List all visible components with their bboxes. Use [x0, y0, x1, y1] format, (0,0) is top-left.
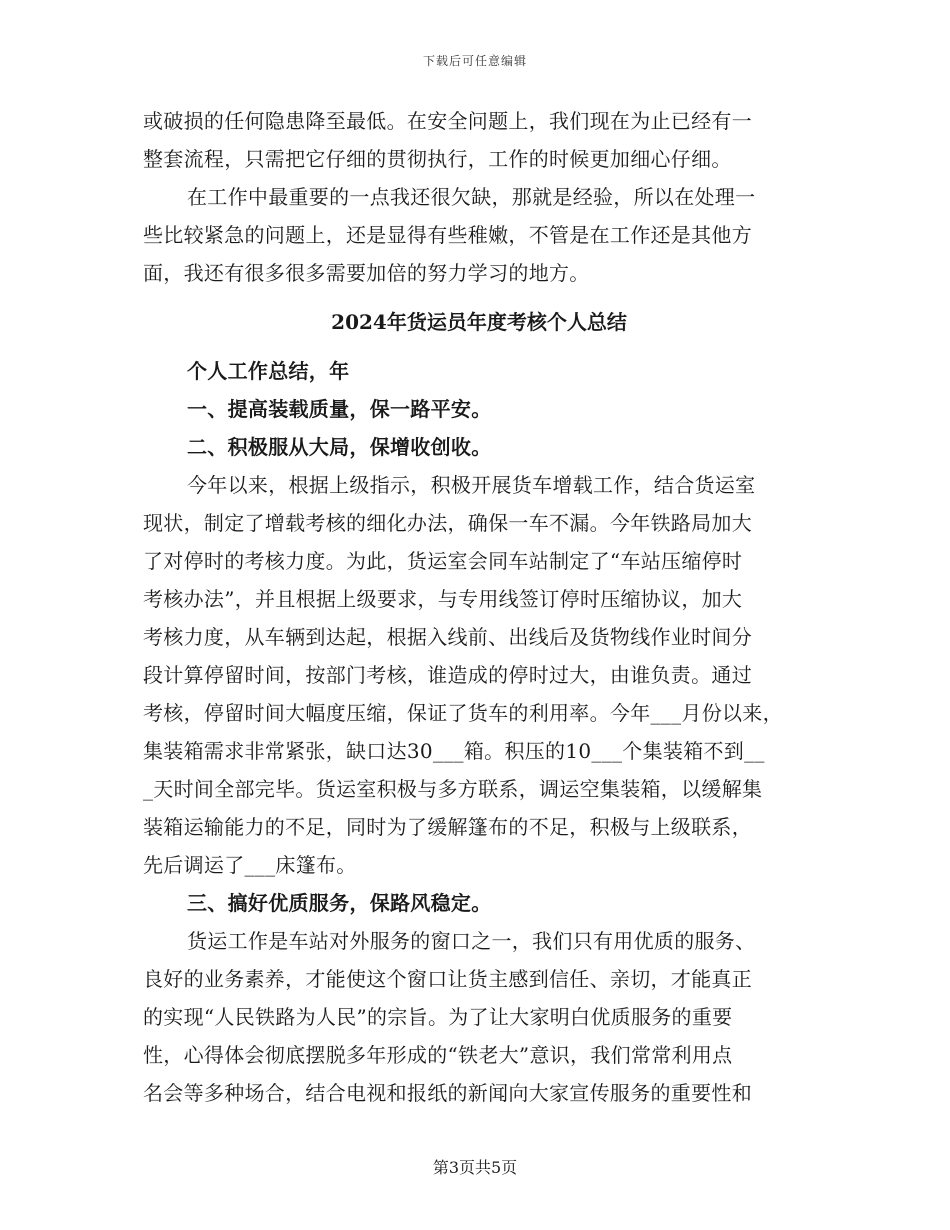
text-line: 面，我还有很多很多需要加倍的努力学习的地方。 [143, 261, 590, 285]
spacer [143, 292, 815, 302]
text-line: 的实现“人民铁路为人民”的宗旨。为了让大家明白优质服务的重要 [143, 1005, 733, 1029]
text-line: 考核力度，从车辆到达起，根据入线前、出线后及货物线作业时间分 [143, 625, 752, 649]
paragraph-block-intro [143, 102, 815, 292]
text-line: 名会等多种场合，结合电视和报纸的新闻向大家宣传服务的重要性和 [143, 1081, 752, 1105]
page-footer: 第3页共5页 [432, 1158, 518, 1177]
section-heading-line: 一、提高装载质量，保一路平安。 [187, 397, 492, 421]
text-line: 了对停时的考核力度。为此，货运室会同车站制定了“车站压缩停时 [143, 549, 743, 573]
text-line: 考核办法”，并且根据上级要求，与专用线签订停时压缩协议，加大 [143, 587, 743, 611]
section-heading-line: 二、积极服从大局，保增收创收。 [187, 435, 492, 459]
text-line: 集装箱需求非常紧张，缺口达30___箱。积压的10___个集装箱不到__ [143, 739, 765, 763]
text-line: 货运工作是车站对外服务的窗口之一，我们只有用优质的服务、 [187, 929, 756, 953]
section-title: 2024年货运员年度考核个人总结 [331, 310, 627, 334]
text-line: 或破损的任何隐患降至最低。在安全问题上，我们现在为止已经有一 [143, 109, 752, 133]
text-line: 良好的业务素养，才能使这个窗口让货主感到信任、亲切，才能真正 [143, 967, 752, 991]
page-header: 下载后可任意编辑 [422, 54, 527, 68]
spacer [143, 342, 815, 352]
text-line: 整套流程，只需把它仔细的贯彻执行，工作的时候更加细心仔细。 [143, 147, 732, 171]
document-body [143, 102, 815, 1112]
text-line: 今年以来，根据上级指示，积极开展货车增载工作，结合货运室 [187, 473, 756, 497]
text-line: 装箱运输能力的不足，同时为了缓解篷布的不足，积极与上级联系， [143, 815, 752, 839]
text-line: _天时间全部完毕。货运室积极与多方联系，调运空集装箱，以缓解集 [143, 777, 763, 801]
text-line: 现状，制定了增载考核的细化办法，确保一车不漏。今年铁路局加大 [143, 511, 752, 535]
text-line: 先后调运了___床篷布。 [143, 853, 357, 877]
paragraph-block-summary [143, 352, 815, 1112]
text-line: 性，心得体会彻底摆脱多年形成的“铁老大”意识，我们常常利用点 [143, 1043, 733, 1067]
text-line: 考核，停留时间大幅度压缩，保证了货车的利用率。今年___月份以来， [143, 701, 783, 725]
text-line: 段计算停留时间，按部门考核，谁造成的停时过大，由谁负责。通过 [143, 663, 752, 687]
text-line: 在工作中最重要的一点我还很欠缺，那就是经验，所以在处理一 [187, 185, 756, 209]
section-heading-line: 个人工作总结，年 [187, 359, 350, 383]
section-heading-line: 三、搞好优质服务，保路风稳定。 [187, 891, 492, 915]
text-line: 些比较紧急的问题上，还是显得有些稚嫩，不管是在工作还是其他方 [143, 223, 752, 247]
